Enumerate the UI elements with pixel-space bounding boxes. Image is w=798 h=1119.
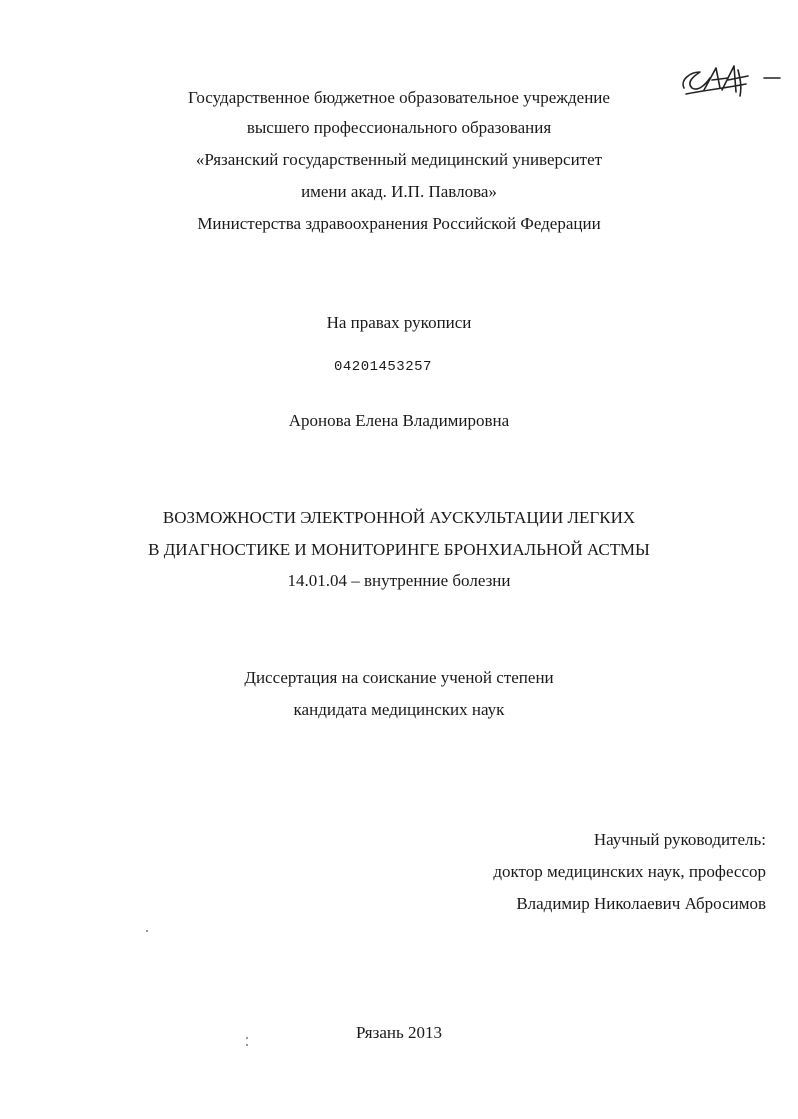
city-year: Рязань 2013	[356, 1023, 442, 1042]
specialty-code: 14.01.04 – внутренние болезни	[287, 571, 511, 590]
thesis-title-line-1: ВОЗМОЖНОСТИ ЭЛЕКТРОННОЙ АУСКУЛЬТАЦИИ ЛЕГКИХ	[162, 508, 636, 527]
scan-speck	[246, 1044, 248, 1046]
registration-number: 04201453257	[334, 359, 432, 375]
institution-line-1: Государственное бюджетное образовательное учреждение	[188, 88, 610, 107]
supervisor-label: Научный руководитель:	[593, 830, 766, 849]
institution-line-4: имени акад. И.П. Павлова»	[301, 182, 497, 201]
institution-line-3: «Рязанский государственный медицинский университет	[195, 150, 603, 169]
degree-line-2: кандидата медицинских наук	[293, 700, 505, 719]
scan-speck	[246, 1037, 248, 1039]
thesis-title-line-2: В ДИАГНОСТИКЕ И МОНИТОРИНГЕ БРОНХИАЛЬНОЙ АСТМЫ	[148, 540, 650, 559]
supervisor-name: Владимир Николаевич Абросимов	[516, 894, 766, 913]
degree-line-1: Диссертация на соискание ученой степени	[244, 668, 554, 687]
author-name: Аронова Елена Владимировна	[288, 411, 510, 430]
scan-speck	[146, 930, 148, 932]
supervisor-title: доктор медицинских наук, профессор	[493, 862, 766, 881]
institution-line-2: высшего профессионального образования	[246, 118, 552, 137]
manuscript-note: На правах рукописи	[326, 313, 472, 332]
institution-line-5: Министерства здравоохранения Российской Федерации	[197, 214, 601, 233]
